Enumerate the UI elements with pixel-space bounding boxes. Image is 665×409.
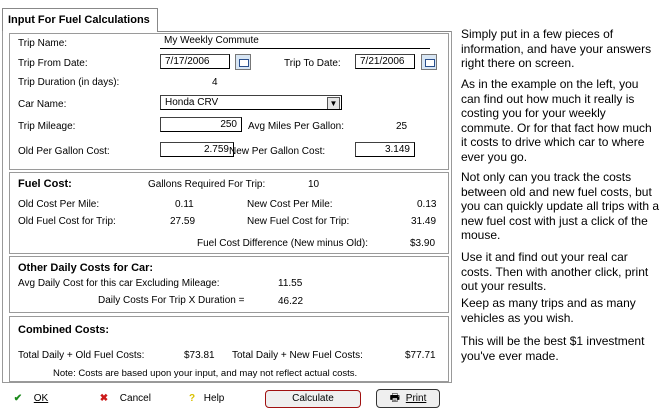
trip-duration-label: Trip Duration (in days): <box>18 77 120 88</box>
new-gallon-cost-input[interactable]: 3.149 <box>355 142 415 157</box>
fuel-cost-section <box>9 172 449 254</box>
gallons-required-label: Gallons Required For Trip: <box>148 179 266 190</box>
avg-daily-cost-label: Avg Daily Cost for this car Excluding Mileage: <box>18 278 220 289</box>
calculate-button[interactable] <box>265 390 361 408</box>
car-name-select[interactable] <box>160 95 342 110</box>
new-gallon-cost-label: New Per Gallon Cost: <box>229 146 326 157</box>
avg-mpg-label: Avg Miles Per Gallon: <box>248 121 344 132</box>
calendar-icon[interactable] <box>421 54 437 70</box>
trip-duration-value: 4 <box>212 77 218 88</box>
new-fuel-cost-trip-value: 31.49 <box>411 216 437 227</box>
trip-name-input[interactable]: My Weekly Commute <box>160 34 430 49</box>
x-icon: ✖ <box>99 393 109 404</box>
daily-costs-section <box>9 256 449 313</box>
trip-from-label: Trip From Date: <box>18 58 88 69</box>
cancel-button[interactable] <box>97 390 151 408</box>
printer-icon: 🖶 <box>389 392 401 404</box>
side-paragraph: Simply put in a few pieces of information, and have your answers right there on screen. <box>461 27 652 71</box>
new-fuel-cost-trip-label: New Fuel Cost for Trip: <box>247 216 350 227</box>
old-cost-per-mile-value: 0.11 <box>175 199 194 210</box>
old-gallon-cost-input[interactable]: 2.759 <box>160 142 234 157</box>
fuel-cost-heading: Fuel Cost: <box>18 178 72 190</box>
help-label: Help <box>203 393 225 404</box>
trip-to-label: Trip To Date: <box>284 58 341 69</box>
car-name-label: Car Name: <box>18 99 67 110</box>
new-total-label: Total Daily + New Fuel Costs: <box>232 350 363 361</box>
trip-mileage-input[interactable]: 250 <box>160 117 242 132</box>
old-gallon-cost-label: Old Per Gallon Cost: <box>18 146 110 157</box>
side-paragraph: This will be the best $1 investment you've ever made. <box>461 334 645 363</box>
fuel-cost-difference-label: Fuel Cost Difference (New minus Old): <box>197 238 368 249</box>
old-total-label: Total Daily + Old Fuel Costs: <box>18 350 145 361</box>
daily-trip-cost-label: Daily Costs For Trip X Duration = <box>98 295 245 306</box>
side-paragraph: As in the example on the left, you can find out how much it really is costing you for your weekly commute. Or for that fact how much it costs to drive which car to where ever you go. <box>461 77 652 164</box>
car-name-value: Honda CRV <box>165 97 219 108</box>
trip-from-date-input[interactable]: 7/17/2006 <box>160 54 230 69</box>
old-total-value: $73.81 <box>184 350 215 361</box>
combined-costs-heading: Combined Costs: <box>18 324 110 336</box>
ok-button[interactable] <box>11 390 48 408</box>
disclaimer-note: Note: Costs are based upon your input, and may not reflect actual costs. <box>53 368 358 379</box>
old-fuel-cost-trip-value: 27.59 <box>170 216 196 227</box>
new-total-value: $77.71 <box>405 350 436 361</box>
print-label: Print <box>405 393 427 404</box>
trip-to-date-input[interactable]: 7/21/2006 <box>355 54 415 69</box>
avg-daily-cost-value: 11.55 <box>278 278 303 289</box>
new-cost-per-mile-value: 0.13 <box>417 199 437 210</box>
side-paragraph: Use it and find out your real car costs. Then with another click, print out your results. <box>461 250 649 294</box>
help-button[interactable] <box>185 390 224 408</box>
side-paragraph: Not only can you track the costs between old and new fuel costs, but you can quickly update all trips with a new fuel cost with just a click of the mouse. <box>461 170 660 243</box>
calculate-label: Calculate <box>292 393 334 404</box>
question-icon: ? <box>188 393 196 404</box>
fuel-cost-difference-value: $3.90 <box>410 238 436 249</box>
trip-mileage-label: Trip Mileage: <box>18 121 76 132</box>
gallons-required-value: 10 <box>308 179 320 190</box>
calendar-icon[interactable] <box>235 54 251 70</box>
daily-trip-cost-value: 46.22 <box>278 296 304 307</box>
cancel-label: Cancel <box>119 393 151 404</box>
print-button[interactable] <box>376 389 440 408</box>
new-cost-per-mile-label: New Cost Per Mile: <box>247 199 333 210</box>
ok-label: OK <box>33 393 49 404</box>
trip-name-label: Trip Name: <box>18 38 68 49</box>
daily-costs-heading: Other Daily Costs for Car: <box>18 262 154 274</box>
chevron-down-icon[interactable]: ▼ <box>327 97 340 110</box>
old-fuel-cost-trip-label: Old Fuel Cost for Trip: <box>18 216 116 227</box>
checkmark-icon: ✔ <box>13 393 23 404</box>
avg-mpg-value: 25 <box>396 121 408 132</box>
inputs-section <box>9 33 449 170</box>
combined-costs-section <box>9 316 449 382</box>
old-cost-per-mile-label: Old Cost Per Mile: <box>18 199 100 210</box>
side-paragraph: Keep as many trips and as many vehicles as you wish. <box>461 296 636 325</box>
tab-input-fuel-calculations[interactable]: Input For Fuel Calculations <box>2 8 158 32</box>
